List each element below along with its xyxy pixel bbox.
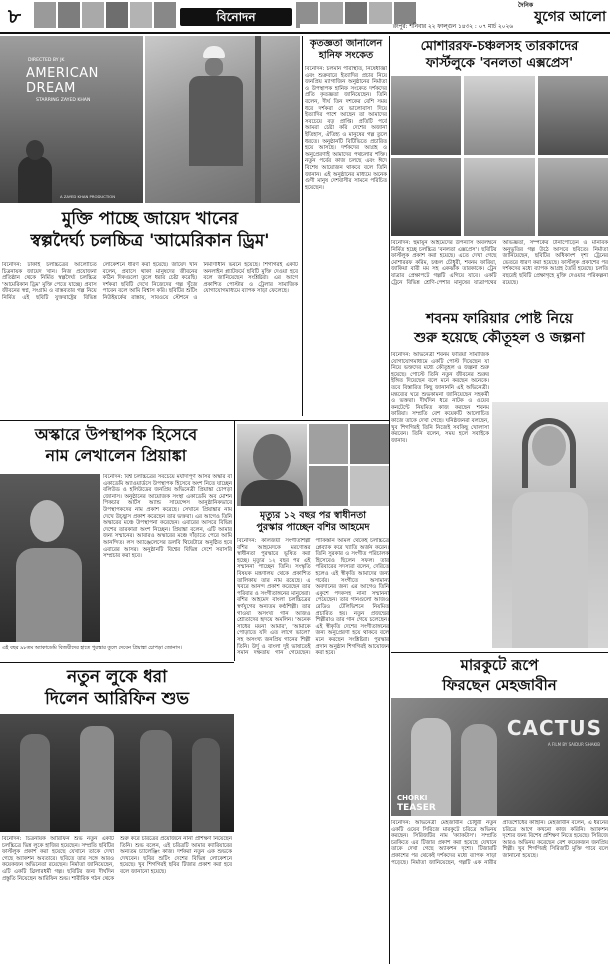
bashir-photo-collage bbox=[309, 424, 389, 506]
kritagyata-headline-line2: হানিফ সংকেত bbox=[318, 50, 374, 61]
photo-figure bbox=[140, 730, 172, 832]
banalata-headline bbox=[391, 38, 608, 72]
bashir-headline-line2: পুরস্কার পাচ্ছেন বশির আহমেদ bbox=[256, 522, 370, 533]
photo-figure-face bbox=[205, 58, 223, 76]
priyanka-headline-line1: অস্কারে উপস্থাপক হিসেবে bbox=[34, 425, 198, 444]
photo-shoulders bbox=[241, 480, 303, 506]
priyanka-photo bbox=[0, 474, 100, 642]
column-rule-top bbox=[302, 36, 303, 416]
masthead-photo-strip bbox=[34, 2, 176, 28]
arifin-headline-line1: নতুন লুকে ধরা bbox=[66, 667, 168, 687]
shabnam-headline bbox=[391, 310, 608, 348]
bashir-headline-line1: মৃত্যুর ১২ বছর পর স্বাধীনতা bbox=[259, 510, 367, 521]
photo-gown bbox=[16, 548, 82, 642]
mehjabin-headline bbox=[391, 655, 608, 695]
section-banner bbox=[180, 8, 292, 26]
zayed-headline-line1: মুক্তি পাচ্ছে জায়েদ খানের bbox=[61, 209, 239, 229]
mehjabin-headline-line1: মারকুটে রূপে bbox=[460, 656, 539, 674]
cactus-credit: A FILM BY SAIDUR SHAKIB bbox=[547, 742, 600, 747]
column-rule-right-bottom bbox=[389, 301, 390, 964]
section-rule-mehjabin bbox=[391, 652, 608, 653]
photo-figure bbox=[192, 738, 220, 832]
shabnam-photo bbox=[492, 402, 608, 648]
platform-logo: CHORKI bbox=[397, 794, 428, 802]
kritagyata-headline-line1: কৃতজ্ঞতা জানালেন bbox=[309, 38, 383, 49]
teaser-label: TEASER bbox=[397, 803, 436, 813]
paper-logo-small: দৈনিক bbox=[518, 2, 534, 9]
priyanka-headline bbox=[0, 424, 232, 466]
photo-face bbox=[253, 434, 291, 480]
cast-photo bbox=[464, 76, 534, 155]
banalata-headline-line2: ফার্স্টলুকে 'বনলতা এক্সপ্রেস' bbox=[425, 56, 574, 71]
poster-title-1: AMERICAN bbox=[26, 66, 99, 81]
section-rule-arifin bbox=[0, 662, 234, 663]
zayed-headline-line2: স্বল্পদৈর্ঘ্য চলচ্চিত্র 'আমেরিকান ড্রিম' bbox=[30, 231, 270, 251]
american-dream-poster bbox=[0, 36, 143, 203]
cast-photo bbox=[391, 158, 461, 237]
section-title: বিনোদন bbox=[216, 10, 256, 24]
poster-production: A ZAYED KHAN PRODUCTION bbox=[60, 194, 116, 199]
cast-photo bbox=[538, 76, 608, 155]
shabnam-body: বিনোদন: অভিনেত্রী শবনম ফারিয়া সামাজিক যোগাযোগমাধ্যমে একটি পোস্ট দিয়েছেন যা নিয়ে ভক্তদের মধ্যে কৌতূহল ও জল্পনা শুরু হয়েছে। পোস্টে তিনি নতুন জীবনের শুরুর ইঙ্গিত দিয়েছেন বলে মনে করছেন অনেকে। তবে বিস্তারিত কিছু জানাননি এই অভিনেত্রী। মন্তব্যের ঘরে শুভকামনা জানিয়েছেন সহকর্মী ও ভক্তরা। দীর্ঘদিন ধরে নাটক ও ওয়েব কনটেন্টে নিয়মিত কাজ করছেন শবনম ফারিয়া। সম্প্রতি বেশ কয়েকটি আলোচিত কাজে তাকে দেখা গেছে। ঘনিষ্ঠজনরা বলছেন, খুব শিগগিরই তিনি নিজেই সবকিছু খোলাসা করবেন। তিনি বলেন, সময় হলে সবাইকে জানাব। bbox=[391, 352, 489, 444]
poster-director: DIRECTED BY JK bbox=[28, 58, 65, 63]
column-rule-bashir bbox=[234, 421, 235, 661]
photo-figure bbox=[20, 734, 50, 832]
banalata-cast-grid bbox=[391, 76, 608, 236]
kritagyata-body: বিনোদন: চলমান পরিস্থিতি, নিষেধাজ্ঞা এবং শুক্রবারে ইত্যাদির প্রচার নিয়ে জনপ্রিয় ম্যাগাজিন অনুষ্ঠানের নির্মাতা ও উপস্থাপক হানিফ সংকেত দর্শকদের প্রতি কৃতজ্ঞতা জানিয়েছেন। তিনি বলেন, দীর্ঘ তিন দশকের বেশি সময় ধরে দর্শকরা যে ভালোবাসা দিয়ে ইত্যাদির পাশে আছেন তা আমাদের সবচেয়ে বড় প্রাপ্তি। প্রতিটি পর্বে আমরা চেষ্টা করি দেশের অজানা ইতিহাস, ঐতিহ্য ও মানুষের গল্প তুলে ধরতে। অনুষ্ঠানটি বিটিভিতে প্রচারিত হয়ে আসছে। দর্শকদের আগ্রহ ও অনুপ্রেরণাই আমাদের পথচলার শক্তি। নতুন পর্বের কাজ চলছে এবং ঈদে বিশেষ আয়োজন থাকবে বলে তিনি জানান। এই অনুষ্ঠানের মাধ্যমে অনেক গুণী মানুষ দেশবাসীর সামনে পরিচিত হয়েছেন। bbox=[305, 66, 387, 191]
arifin-body: বিনোদন: চিত্রনায়ক আরিফিন শুভ নতুন একটি চলচ্চিত্রে ভিন্ন লুকে হাজির হয়েছেন। সম্প্রতি ছবিটির ফার্স্টলুক প্রকাশ করা হয়েছে যেখানে তাকে দেখা গেছে অ্যাকশন অবতারে। ছবিতে তার সঙ্গে আরও কয়েকজন অভিনেতা রয়েছেন। নির্মাতা জানিয়েছেন, এটি একটি থ্রিলারধর্মী গল্প। ছবিটির জন্য দীর্ঘদিন প্রস্তুতি নিয়েছেন আরিফিন শুভ। শারীরিক গঠন থেকে শুরু করে চরিত্রের প্রয়োজনে নানা প্রশিক্ষণ নিয়েছেন তিনি। শুভ বলেন, এই চরিত্রটি আমার ক্যারিয়ারের অন্যতম চ্যালেঞ্জিং কাজ। দর্শকরা নতুন এক শুভকে দেখবেন। ছবির শুটিং দেশের বিভিন্ন লোকেশনে হয়েছে। খুব শিগগিরই ছবির টিজার প্রকাশ করা হবে বলে জানানো হয়েছে। bbox=[2, 836, 232, 882]
shabnam-headline-line1: শবনম ফারিয়ার পোষ্ট নিয়ে bbox=[426, 311, 573, 327]
priyanka-caption: এই বছর ৯৮তম অ্যাকাডেমি বিজয়ীদের হাতে পুরস্কার তুলে দেবেন প্রিয়াঙ্কা চোপড়া জোনাস। bbox=[2, 645, 182, 651]
bashir-headline bbox=[237, 510, 389, 534]
cast-photo bbox=[391, 76, 461, 155]
cast-photo bbox=[464, 158, 534, 237]
paper-logo-name: যুগের আলো bbox=[534, 9, 606, 25]
kritagyata-headline bbox=[305, 38, 387, 62]
shabnam-headline-line2: শুরু হয়েছে কৌতূহল ও জল্পনা bbox=[414, 330, 585, 346]
masthead-rule bbox=[0, 32, 610, 34]
photo-hair bbox=[522, 418, 576, 488]
cast-photo bbox=[538, 158, 608, 237]
page-number: ৮ bbox=[8, 4, 21, 28]
poster-starring: STARRING ZAYED KHAN bbox=[36, 98, 91, 103]
paper-logo bbox=[518, 2, 606, 30]
zayed-construction-photo bbox=[145, 36, 300, 203]
priyanka-body: বিনোদন: বিশ্ব চলচ্চিত্রের সবচেয়ে মর্যাদাপূর্ণ আসর অস্কার বা একাডেমি অ্যাওয়ার্ডসে উপস্থাপক হিসেবে অংশ নিতে যাচ্ছেন বলিউড ও হলিউডের জনপ্রিয় অভিনেত্রী প্রিয়াঙ্কা চোপড়া জোনাস। অনুষ্ঠানের আয়োজক সংস্থা একাডেমি অব মোশন পিকচার আর্টস অ্যান্ড সায়েন্সেস আনুষ্ঠানিকভাবে উপস্থাপকদের নাম প্রকাশ করেছে। সেখানে প্রিয়াঙ্কার নাম দেখে উচ্ছ্বাস প্রকাশ করেছেন তার ভক্তরা। এর আগেও তিনি অস্কারের মঞ্চে উপস্থাপনা করেছেন। এবারের আসরে বিভিন্ন দেশের তারকারা অংশ নিচ্ছেন। প্রিয়াঙ্কা বলেন, এটি আমার জন্য সম্মানের। আবারও অস্কারের মঞ্চে দাঁড়াতে পেরে আমি আনন্দিত। লস অ্যাঞ্জেলেসের ডলবি থিয়েটারে অনুষ্ঠিত হবে এবারের আসর। অনুষ্ঠানটি বিশ্বের বিভিন্ন দেশে সরাসরি সম্প্রচার করা হবে। bbox=[103, 474, 232, 560]
zayed-headline bbox=[0, 208, 300, 252]
poster-figure-head bbox=[26, 140, 44, 160]
photo-dress bbox=[512, 492, 588, 648]
photo-figure-hardhat bbox=[203, 46, 225, 58]
photo-scaffold bbox=[255, 36, 261, 203]
section-rule bbox=[0, 420, 389, 421]
arifin-headline-line2: দিলেন আরিফিন শুভ bbox=[44, 689, 190, 709]
photo-face bbox=[30, 500, 64, 542]
bashir-body: বিনোদন: কালজয়ী সংগীতশিল্পী বশির আহমেদকে মরণোত্তর স্বাধীনতা পুরস্কারে ভূষিত করা হচ্ছে। মৃত্যুর ১২ বছর পর এই সম্মাননা পাচ্ছেন তিনি। সংস্কৃতি বিষয়ক মন্ত্রণালয় থেকে প্রকাশিত তালিকায় তার নাম রয়েছে। এ খবরে আনন্দ প্রকাশ করেছেন তার পরিবার ও সংগীতাঙ্গনের মানুষেরা। বশির আহমেদ বাংলা চলচ্চিত্রের স্বর্ণযুগের অন্যতম কণ্ঠশিল্পী। তার গাওয়া অসংখ্য গান আজও শ্রোতাদের হৃদয়ে অমলিন। 'অনেক সাধের ময়না আমার', 'আমাকে পোড়াতে যদি এত লাগে ভালো' সহ অসংখ্য জনপ্রিয় গানের শিল্পী তিনি। উর্দু ও বাংলা দুই ভাষাতেই সমান দক্ষতায় গান গেয়েছেন। পাকিস্তান আমল থেকেই চলচ্চিত্রে প্লেব্যাক করে খ্যাতি অর্জন করেন। তিনি সুরকার ও সংগীত পরিচালক হিসেবেও ছিলেন সফল। তার পরিবারের সদস্যরা বলেন, দেরিতে হলেও এই স্বীকৃতি আমাদের জন্য গর্বের। সংগীতে অসামান্য অবদানের জন্য এর আগেও তিনি একুশে পদকসহ নানা সম্মাননা পেয়েছেন। তার গানগুলো আজও রেডিও টেলিভিশনে নিয়মিত প্রচারিত হয়। নতুন প্রজন্মের শিল্পীরাও তার গান গেয়ে চলেছেন। এই স্বীকৃতি দেশের সংগীতাঙ্গনের জন্য অনুপ্রেরণা হয়ে থাকবে বলে মনে করছেন সংশ্লিষ্টরা। পুরস্কার প্রদান অনুষ্ঠান শিগগিরই আয়োজন করা হবে। bbox=[237, 538, 389, 657]
cactus-poster bbox=[391, 698, 608, 816]
banalata-headline-line1: মোশাররফ-চঞ্চলসহ তারকাদের bbox=[420, 39, 579, 54]
dateline: রংপুর: শনিবার ২২ ফাল্গুন ১৪৩২ : ০৭ মার্চ ২০২৬ bbox=[300, 24, 515, 31]
arifin-headline bbox=[0, 666, 234, 710]
priyanka-headline-line2: নাম লেখালেন প্রিয়াঙ্কা bbox=[45, 446, 187, 465]
zayed-body: বিনোদন: ঢাকাই চলচ্চিত্রের আলোচিত চিত্রনায়ক জায়েদ খান। নিজ প্রযোজনা প্রতিষ্ঠান থেকে নির্মিত স্বল্পদৈর্ঘ্য চলচ্চিত্র 'আমেরিকান ড্রিম' মুক্তি পেতে যাচ্ছে। প্রবাস জীবনের স্বপ্ন, সংগ্রাম ও বাস্তবতার গল্প নিয়ে নির্মিত এই ছবিটি যুক্তরাষ্ট্রের বিভিন্ন লোকেশনে ধারণ করা হয়েছে। জায়েদ খান বলেন, প্রবাসে থাকা মানুষদের জীবনের কঠিন দিকগুলো তুলে ধরার চেষ্টা করেছি। দর্শকরা ছবিটি দেখে নিজেদের গল্প খুঁজে পাবেন বলে আমি বিশ্বাস করি। ছবিটির শুটিং নিউইয়র্কের রাস্তায়, সাবওয়ে স্টেশনে ও নির্মাণাধীন ভবনে হয়েছে। শিগগিরই একটি অনলাইন প্ল্যাটফর্মে ছবিটি মুক্তি দেওয়া হবে বলে জানিয়েছেন সংশ্লিষ্টরা। এর আগে প্রকাশিত পোস্টার ও ট্রেলার সামাজিক যোগাযোগমাধ্যমে ব্যাপক সাড়া ফেলেছে। bbox=[2, 262, 298, 301]
poster-figure bbox=[18, 156, 52, 203]
photo-figure-body bbox=[189, 76, 243, 166]
mehjabin-headline-line2: ফিরছেন মেহজাবীন bbox=[442, 676, 557, 694]
poster-title-2: DREAM bbox=[26, 81, 76, 96]
banalata-body: বিনোদন: হুমায়ূন আহমেদের উপন্যাস অবলম্বনে নির্মিত হচ্ছে চলচ্চিত্র 'বনলতা এক্সপ্রেস'। ছবিটির ফার্স্টলুক প্রকাশ করা হয়েছে। এতে দেখা গেছে মোশাররফ করিম, চঞ্চল চৌধুরী, শবনম ফারিয়া, জাকিয়া বারী মম সহ একঝাঁক তারকাকে। ট্রেন যাত্রার প্রেক্ষাপটে গল্পটি এগিয়ে যাবে। একটি ট্রেনে বিভিন্ন শ্রেণি-পেশার মানুষের যাত্রাপথের অভিজ্ঞতা, সম্পর্কের টানাপোড়েন ও মানবিক অনুভূতির গল্প উঠে আসবে ছবিতে। নির্মাতা জানিয়েছেন, ছবিটির অধিকাংশ দৃশ্য ট্রেনের ভেতরে ধারণ করা হয়েছে। ফার্স্টলুক প্রকাশের পর দর্শকদের মধ্যে ব্যাপক আগ্রহ তৈরি হয়েছে। চলতি বছরেই ছবিটি প্রেক্ষাগৃহে মুক্তি দেওয়ার পরিকল্পনা রয়েছে। bbox=[391, 240, 608, 286]
mehjabin-body: বিনোদন: অভিনেত্রী মেহজাবীন চৌধুরী নতুন একটি ওয়েব সিরিজে মারকুটে চরিত্রে অভিনয় করছেন। সিরিজটির নাম 'ক্যাকটাস'। সম্প্রতি চরকিতে এর টিজার প্রকাশ করা হয়েছে যেখানে তাকে দেখা গেছে অ্যাকশন দৃশ্যে। টিজারটি প্রকাশের পর থেকেই দর্শকদের মধ্যে ব্যাপক সাড়া পড়েছে। নির্মাতা জানিয়েছেন, গল্পটি এক নারীর প্রতিশোধের কাহিনি। মেহজাবীন বলেন, এ ধরনের চরিত্রে আগে কখনো কাজ করিনি। অ্যাকশন দৃশ্যের জন্য বিশেষ প্রশিক্ষণ নিতে হয়েছে। সিরিজে আরও অভিনয় করেছেন বেশ কয়েকজন জনপ্রিয় শিল্পী। খুব শিগগিরই সিরিজটি মুক্তি পাবে বলে জানানো হয়েছে। bbox=[391, 820, 608, 866]
cactus-title: CACTUS bbox=[506, 716, 602, 740]
arifin-photo bbox=[0, 714, 234, 832]
masthead bbox=[0, 0, 610, 32]
photo-figure bbox=[80, 726, 114, 832]
poster-figure bbox=[461, 724, 497, 816]
bashir-portrait bbox=[237, 424, 307, 506]
column-rule-mid bbox=[389, 36, 390, 301]
